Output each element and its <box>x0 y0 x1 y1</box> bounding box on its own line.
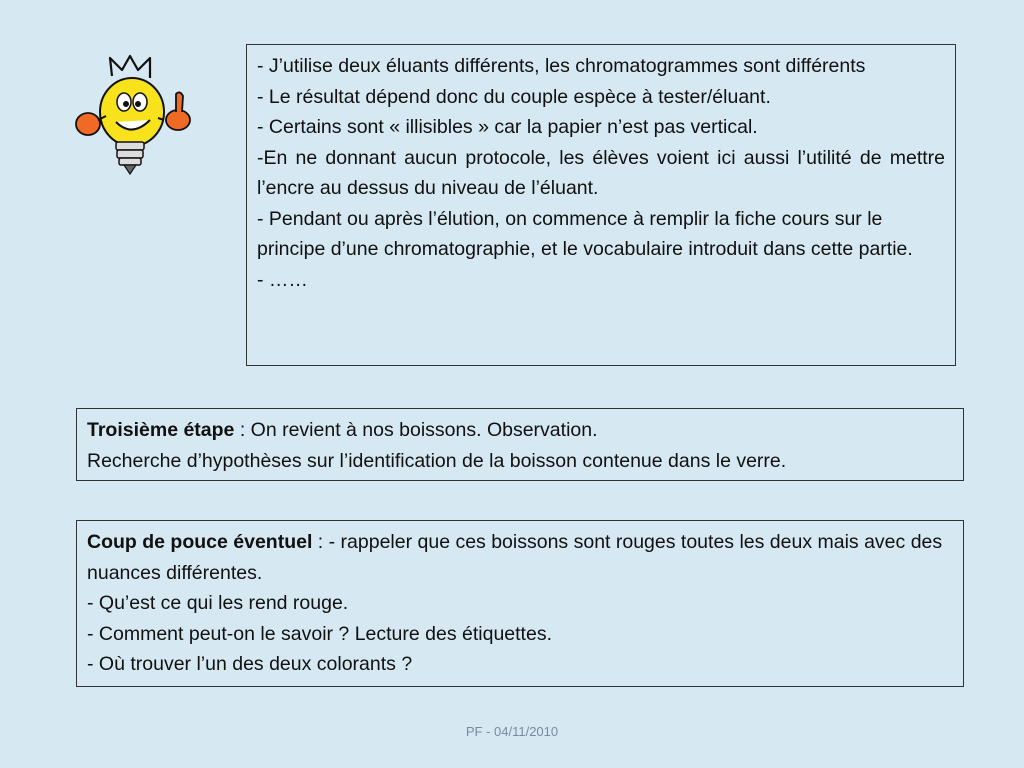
hint-intro <box>87 527 953 588</box>
hint-line: - Comment peut-on le savoir ? Lecture des étiquettes. <box>87 622 552 645</box>
note-line: - Certains sont « illisibles » car la papier n’est pas vertical. <box>257 116 758 138</box>
note-line: -En ne donnant aucun protocole, les élèves voient ici aussi l’utilité de mettre l’encre au dessus du niveau de l’éluant. <box>257 146 945 199</box>
footer-text: PF - 04/11/2010 <box>465 724 559 739</box>
note-line: - Le résultat dépend donc du couple espèce à tester/éluant. <box>257 85 771 108</box>
third-step-line <box>87 415 953 446</box>
hint-text: : - rappeler que ces boissons sont rouges toutes les deux mais avec des nuances différentes. <box>87 531 943 584</box>
note-line: - J’utilise deux éluants différents, les chromatogrammes sont différents <box>257 55 866 77</box>
lightbulb-mascot-icon <box>70 52 200 182</box>
hint-line: - Qu’est ce qui les rend rouge. <box>87 592 349 614</box>
notes-box <box>246 44 956 366</box>
hint-line: - Où trouver l’un des deux colorants ? <box>87 653 413 675</box>
third-step-title: Troisième étape <box>87 419 235 441</box>
hint-box <box>76 520 964 687</box>
third-step-box <box>76 408 964 481</box>
note-line: - Pendant ou après l’élution, on commence à remplir la fiche cours sur le principe d’une chromatographie, et le vocabulaire introduit dans cette partie. <box>257 207 913 260</box>
note-line: - …… <box>257 268 308 291</box>
third-step-text: : On revient à nos boissons. Observation. <box>234 419 598 441</box>
third-step-line-2: Recherche d’hypothèses sur l’identification de la boisson contenue dans le verre. <box>87 449 787 472</box>
hint-title: Coup de pouce éventuel <box>87 531 313 553</box>
